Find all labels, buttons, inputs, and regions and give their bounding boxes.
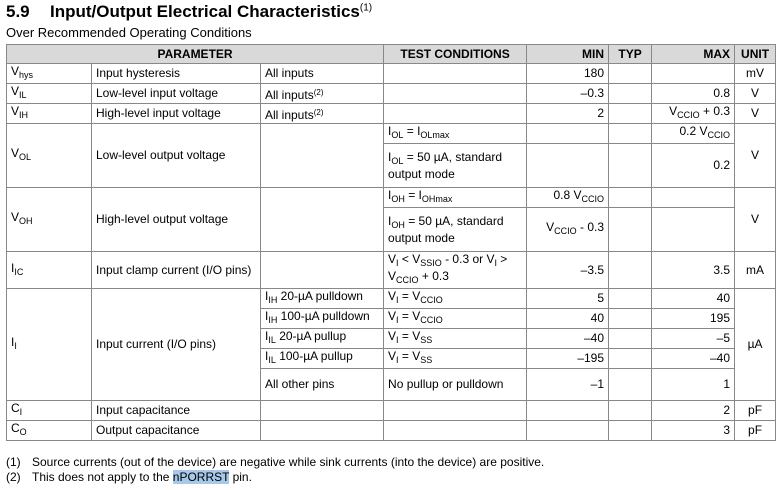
symbol: $I_I$: [7, 289, 92, 401]
symbol: $V_{OL}$: [7, 124, 92, 188]
description: Input hysteresis: [92, 64, 261, 84]
test-condition: No pullup or pulldown: [384, 369, 527, 401]
test-condition: $I_{OH} = 50$ µA, standard output mode: [384, 208, 527, 252]
test-condition: $V_I = V_{SS}$: [384, 349, 527, 369]
max-value: 40: [652, 289, 735, 309]
min-value: 40: [527, 309, 609, 329]
max-value: –40: [652, 349, 735, 369]
header-max: MAX: [652, 45, 735, 64]
subtitle: Over Recommended Operating Conditions: [6, 25, 252, 40]
min-value: –0.3: [527, 84, 609, 104]
description: Low-level output voltage: [92, 124, 261, 188]
description: Input capacitance: [92, 401, 261, 421]
table-row: [7, 104, 776, 124]
footnotes: [6, 455, 544, 485]
test-condition: $I_{OH} = I_{OHmax}$: [384, 188, 527, 208]
symbol: $I_{IC}$: [7, 252, 92, 289]
min-value: 180: [527, 64, 609, 84]
description: Low-level input voltage: [92, 84, 261, 104]
max-value: 3: [652, 421, 735, 441]
table-row: [7, 421, 776, 441]
test-condition: $V_I < V_{SSIO} - 0.3$ or $V_I > V_{CCIO} + 0.3$: [384, 252, 527, 289]
unit: µA: [735, 289, 776, 401]
table-row: [7, 401, 776, 421]
unit: V: [735, 124, 776, 188]
unit: pF: [735, 421, 776, 441]
highlighted-pin-name: nPORRST: [172, 470, 230, 484]
table-row: [7, 84, 776, 104]
max-value: 1: [652, 369, 735, 401]
footnote-1: (1) Source currents (out of the device) are negative while sink currents (into the device) are positive.: [6, 455, 545, 469]
electrical-characteristics-table: [6, 44, 776, 441]
table-row: [7, 252, 776, 289]
max-value: 0.8: [652, 84, 735, 104]
condition: $I_{IL}$ 100-µA pullup: [261, 349, 384, 369]
header-parameter: PARAMETER: [7, 45, 384, 64]
description: High-level input voltage: [92, 104, 261, 124]
max-value: 2: [652, 401, 735, 421]
test-condition: $V_I = V_{CCIO}$: [384, 309, 527, 329]
unit: V: [735, 84, 776, 104]
min-value: 5: [527, 289, 609, 309]
condition: $I_{IH}$ 20-µA pulldown: [261, 289, 384, 309]
test-condition: $V_I = V_{CCIO}$: [384, 289, 527, 309]
max-value: 0.2: [652, 144, 735, 188]
unit: V: [735, 188, 776, 252]
section-title: [6, 2, 372, 22]
symbol: $V_{hys}$: [7, 64, 92, 84]
header-typ: TYP: [609, 45, 652, 64]
test-condition: $I_{OL} = I_{OLmax}$: [384, 124, 527, 144]
symbol: $V_{OH}$: [7, 188, 92, 252]
condition: All inputs$^{(2)}$: [261, 104, 384, 124]
max-value: 0.2 $V_{CCIO}$: [652, 124, 735, 144]
unit: mA: [735, 252, 776, 289]
min-value: –1: [527, 369, 609, 401]
unit: mV: [735, 64, 776, 84]
section-number: 5.9: [6, 2, 30, 21]
table-row: [7, 124, 776, 144]
unit: V: [735, 104, 776, 124]
min-value: –40: [527, 329, 609, 349]
test-condition: $V_I = V_{SS}$: [384, 329, 527, 349]
title-footnote-ref: (1): [359, 2, 373, 14]
table-row: [7, 64, 776, 84]
symbol: $V_{IL}$: [7, 84, 92, 104]
description: Output capacitance: [92, 421, 261, 441]
table-row: [7, 289, 776, 309]
min-value: 2: [527, 104, 609, 124]
max-value: 3.5: [652, 252, 735, 289]
max-value: –5: [652, 329, 735, 349]
header-test-conditions: TEST CONDITIONS: [384, 45, 527, 64]
symbol: $C_I$: [7, 401, 92, 421]
symbol: $C_O$: [7, 421, 92, 441]
condition: All inputs: [261, 64, 384, 84]
table-row: [7, 188, 776, 208]
unit: pF: [735, 401, 776, 421]
header-min: MIN: [527, 45, 609, 64]
max-value: 195: [652, 309, 735, 329]
condition: $I_{IH}$ 100-µA pulldown: [261, 309, 384, 329]
max-value: $V_{CCIO} + 0.3$: [652, 104, 735, 124]
min-value: –195: [527, 349, 609, 369]
min-value: –3.5: [527, 252, 609, 289]
section-title-text: Input/Output Electrical Characteristics: [50, 2, 360, 21]
description: High-level output voltage: [92, 188, 261, 252]
footnote-2: (2) This does not apply to the nPORRST pin.: [6, 470, 252, 484]
test-condition: $I_{OL} = 50$ µA, standard output mode: [384, 144, 527, 188]
symbol: $V_{IH}$: [7, 104, 92, 124]
min-value: 0.8 $V_{CCIO}$: [527, 188, 609, 208]
condition: All inputs$^{(2)}$: [261, 84, 384, 104]
condition: $I_{IL}$ 20-µA pullup: [261, 329, 384, 349]
header-unit: UNIT: [735, 45, 776, 64]
description: Input clamp current (I/O pins): [92, 252, 261, 289]
condition: All other pins: [261, 369, 384, 401]
description: Input current (I/O pins): [92, 289, 261, 401]
table-header-row: [7, 45, 776, 64]
min-value: $V_{CCIO} - 0.3$: [527, 208, 609, 252]
